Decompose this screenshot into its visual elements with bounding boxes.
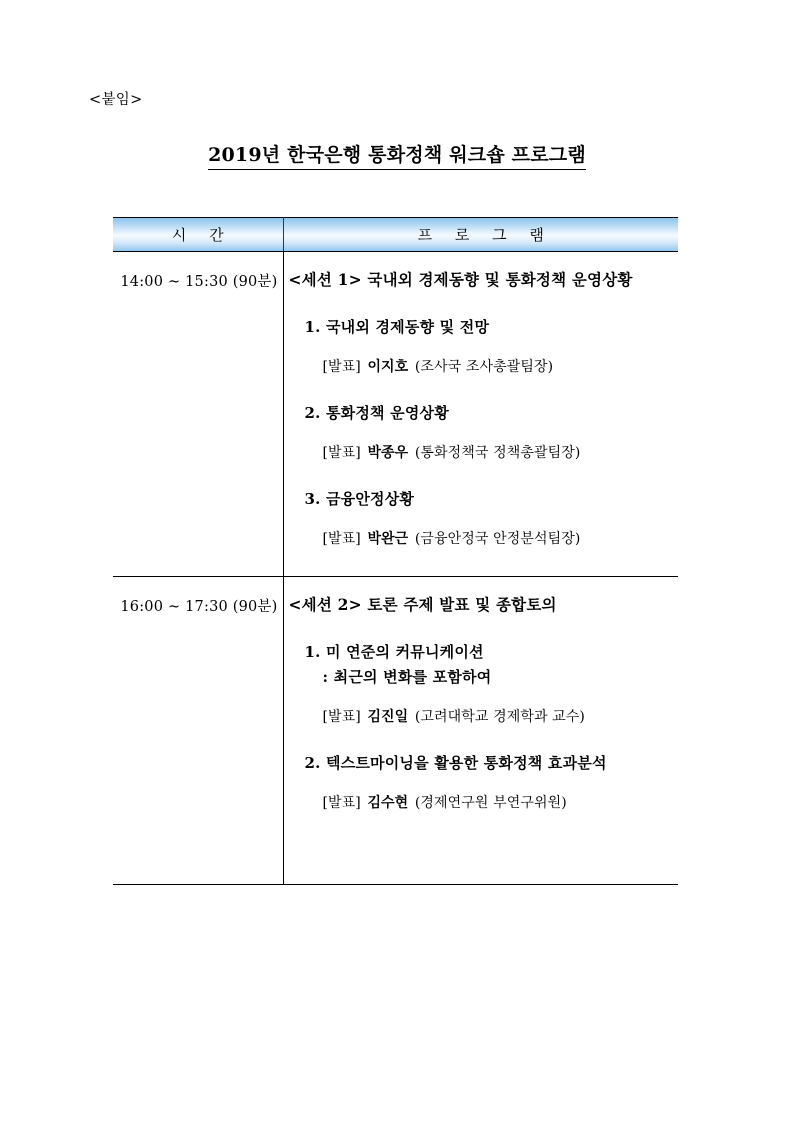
list-item: [289, 402, 679, 462]
presenter-name: 박완근: [367, 531, 409, 547]
presenter-affiliation: (통화정책국 정책총괄팀장): [414, 445, 581, 461]
presenter-affiliation: (금융안정국 안정분석팀장): [414, 531, 581, 547]
column-header-program-label: 프 로 그 램: [417, 226, 553, 244]
presenter-affiliation: (조사국 조사총괄팀장): [414, 359, 554, 375]
session-item-list: [289, 316, 679, 548]
presenter-tag: [발표]: [322, 445, 361, 461]
table-header: [113, 218, 678, 252]
agenda-item-title: 2. 통화정책 운영상황: [304, 404, 449, 422]
list-item: [289, 752, 679, 812]
agenda-item-title: 1. 국내외 경제동향 및 전망: [304, 318, 490, 336]
presenter-tag: [발표]: [322, 359, 361, 375]
agenda-item-presenter: [323, 442, 679, 462]
session-time-cell: [113, 252, 283, 577]
presenter-name: 김진일: [367, 709, 409, 725]
table-header-row: [113, 218, 678, 252]
agenda-item-presenter: [323, 792, 679, 812]
page-title-text: 2019년 한국은행 통화정책 워크숍 프로그램: [208, 140, 586, 170]
presenter-affiliation: (경제연구원 부연구위원): [414, 795, 567, 811]
session-heading: <세션 2> 토론 주제 발표 및 종합토의: [288, 595, 557, 614]
table-body: [113, 252, 678, 885]
presenter-name: 김수현: [367, 795, 409, 811]
session-time-cell: [113, 577, 283, 885]
column-header-time-label: 시 간: [171, 226, 233, 244]
column-header-time: [113, 218, 283, 252]
session-time: 16:00 ~ 17:30 (90분): [120, 599, 278, 615]
agenda-item-title: 3. 금융안정상황: [304, 490, 415, 508]
agenda-item-title: 2. 텍스트마이닝을 활용한 통화정책 효과분석: [304, 754, 607, 772]
session-heading: <세션 1> 국내외 경제동향 및 통화정책 운영상황: [288, 270, 633, 289]
session-program-cell: [283, 577, 678, 885]
table-row: [113, 252, 678, 577]
presenter-affiliation: (고려대학교 경제학과 교수): [414, 709, 585, 725]
column-header-program: [283, 218, 678, 252]
agenda-item-title: 1. 미 연준의 커뮤니케이션: [304, 643, 484, 661]
list-item: [289, 488, 679, 548]
session-time: 14:00 ~ 15:30 (90분): [120, 274, 278, 290]
presenter-tag: [발표]: [322, 795, 361, 811]
session-item-list: [289, 641, 679, 812]
agenda-item-presenter: [323, 706, 679, 726]
attachment-marker: <붙임>: [89, 92, 143, 108]
presenter-tag: [발표]: [322, 709, 361, 725]
list-item: [289, 316, 679, 376]
cell-spacer: [289, 548, 679, 562]
list-item: [289, 641, 679, 726]
presenter-name: 박종우: [367, 445, 409, 461]
agenda-item-presenter: [323, 356, 679, 376]
page-title: [0, 140, 794, 170]
program-table: [113, 217, 678, 885]
presenter-tag: [발표]: [322, 531, 361, 547]
presenter-name: 이지호: [367, 359, 409, 375]
agenda-item-subtitle: : 최근의 변화를 포함하여: [322, 668, 492, 686]
session-program-cell: [283, 252, 678, 577]
table-row: [113, 577, 678, 885]
cell-spacer: [289, 812, 679, 870]
agenda-item-presenter: [323, 528, 679, 548]
